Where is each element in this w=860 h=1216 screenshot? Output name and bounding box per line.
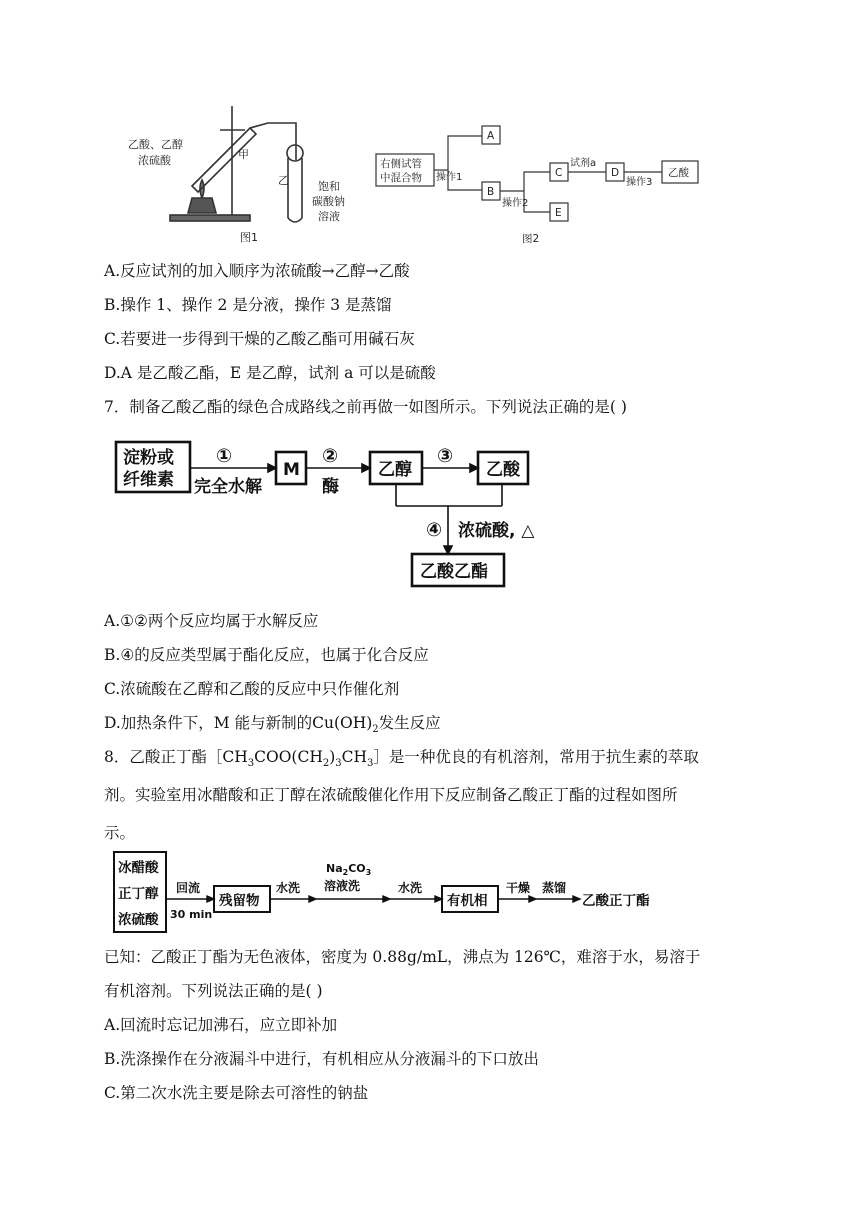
fig1-reagents-label-1: 乙酸、乙醇 [128, 138, 183, 151]
fig2-box-c: C [555, 167, 563, 179]
q8-na2co3: $Na_2CO_3$ [326, 862, 372, 877]
fig2-op1: 操作1 [436, 172, 463, 183]
fig1-label-yi: 乙 [278, 174, 289, 187]
fig1-sat-label-2: 碳酸钠 [312, 195, 345, 208]
q7-box-ester: 乙酸乙酯 [420, 562, 488, 582]
q8-stem-prefix: 8．乙酸正丁酯［ [104, 748, 223, 766]
q7-step2-label: 酶 [322, 477, 339, 497]
fig2-product: 乙酸 [668, 167, 689, 179]
q8-time: 30 min [170, 908, 213, 921]
q7-option-d-sub: 2 [372, 724, 379, 736]
q8-wash-1: 水洗 [276, 881, 301, 895]
q8-wash-2: 水洗 [398, 881, 423, 895]
q7-option-c: C.浓硫酸在乙醇和乙酸的反应中只作催化剂 [104, 680, 400, 698]
q8-option-b: B.洗涤操作在分液漏斗中进行，有机相应从分液漏斗的下口放出 [104, 1050, 539, 1068]
q6-option-b: B.操作 1、操作 2 是分液，操作 3 是蒸馏 [104, 296, 392, 314]
fig2-op3: 操作3 [626, 177, 653, 188]
q7-box-start-line-2: 纤维素 [123, 470, 174, 490]
q7-step2-num: ② [322, 445, 339, 467]
q8-stem-line-1 [104, 745, 699, 769]
q7-option-b: B.④的反应类型属于酯化反应，也属于化合反应 [104, 646, 429, 664]
q8-product: 乙酸正丁酯 [582, 893, 650, 909]
fig2-start-line-1: 右侧试管 [380, 158, 422, 170]
q6-option-d: D.A 是乙酸乙酯，E 是乙醇，试剂 a 可以是硫酸 [104, 364, 436, 382]
figure-2-flowchart [374, 120, 704, 248]
q7-step4-label: 浓硫酸, △ [458, 521, 535, 541]
q8-stem-suffix: ］是一种优良的有机溶剂，常用于抗生素的萃取 [373, 748, 699, 766]
figure-1-apparatus [100, 98, 380, 248]
q7-option-d-prefix: D.加热条件下，M 能与新制的 [104, 714, 313, 732]
q7-option-d-formula: Cu(OH) [312, 714, 373, 732]
fig2-start-line-2: 中混合物 [380, 172, 422, 184]
q8-stem-line-3: 示。 [104, 824, 136, 842]
q8-start-line-2: 正丁醇 [118, 886, 159, 902]
fig1-caption: 图1 [240, 231, 258, 244]
q7-option-d-suffix: 发生反应 [378, 714, 441, 732]
q8-start-line-1: 冰醋酸 [118, 860, 159, 876]
q7-box-acid: 乙酸 [486, 460, 520, 480]
fig2-reagent-a: 试剂a [570, 158, 597, 169]
q8-option-a: A.回流时忘记加沸石，应立即补加 [104, 1016, 338, 1034]
q7-step3-num: ③ [437, 445, 454, 467]
q7-box-m: M [283, 460, 300, 480]
q8-distill: 蒸馏 [542, 881, 567, 895]
q8-organic-phase: 有机相 [447, 893, 488, 909]
q7-synthesis-diagram [114, 438, 544, 590]
q8-reflux: 回流 [176, 881, 201, 895]
q8-known-line-2: 有机溶剂。下列说法正确的是( ) [104, 982, 323, 1000]
q8-known-line-1: 已知：乙酸正丁酯为无色液体，密度为 0.88g/mL，沸点为 126℃，难溶于水，易溶于 [104, 948, 701, 966]
q6-option-a: A.反应试剂的加入顺序为浓硫酸→乙醇→乙酸 [104, 262, 410, 280]
q7-step1-num: ① [216, 445, 233, 467]
fig2-box-a: A [487, 130, 495, 142]
q8-dry: 干燥 [506, 881, 531, 895]
fig1-label-jia: 甲 [238, 148, 249, 161]
q7-step4-num: ④ [426, 519, 443, 541]
fig2-op2: 操作2 [502, 198, 529, 209]
q7-step1-label: 完全水解 [194, 477, 262, 497]
fig2-box-e: E [555, 207, 562, 219]
fig2-box-b: B [487, 186, 495, 198]
q6-option-c: C.若要进一步得到干燥的乙酸乙酯可用碱石灰 [104, 330, 415, 348]
q8-residue: 残留物 [219, 893, 260, 909]
q8-process-diagram [112, 850, 672, 936]
q8-start-line-3: 浓硫酸 [118, 912, 159, 928]
q8-na2co3-wash: 溶液洗 [324, 879, 361, 893]
fig1-reagents-label-2: 浓硫酸 [138, 154, 171, 167]
q7-stem: 7．制备乙酸乙酯的绿色合成路线之前再做一如图所示。下列说法正确的是( ) [104, 398, 627, 416]
q8-stem-line-2: 剂。实验室用冰醋酸和正丁醇在浓硫酸催化作用下反应制备乙酸正丁酯的过程如图所 [104, 786, 678, 804]
q7-box-start-line-1: 淀粉或 [123, 448, 174, 468]
q7-option-a: A.①②两个反应均属于水解反应 [104, 612, 319, 630]
q8-formula: $CH_3COO(CH_2)_3CH_3$ [222, 748, 374, 770]
q7-box-ethanol: 乙醇 [378, 460, 412, 480]
q7-option-d [104, 711, 441, 735]
fig2-box-d: D [611, 167, 620, 179]
fig1-sat-label-1: 饱和 [318, 180, 340, 193]
q8-option-c: C.第二次水洗主要是除去可溶性的钠盐 [104, 1084, 369, 1102]
fig2-caption: 图2 [522, 233, 540, 245]
fig1-sat-label-3: 溶液 [318, 210, 340, 223]
